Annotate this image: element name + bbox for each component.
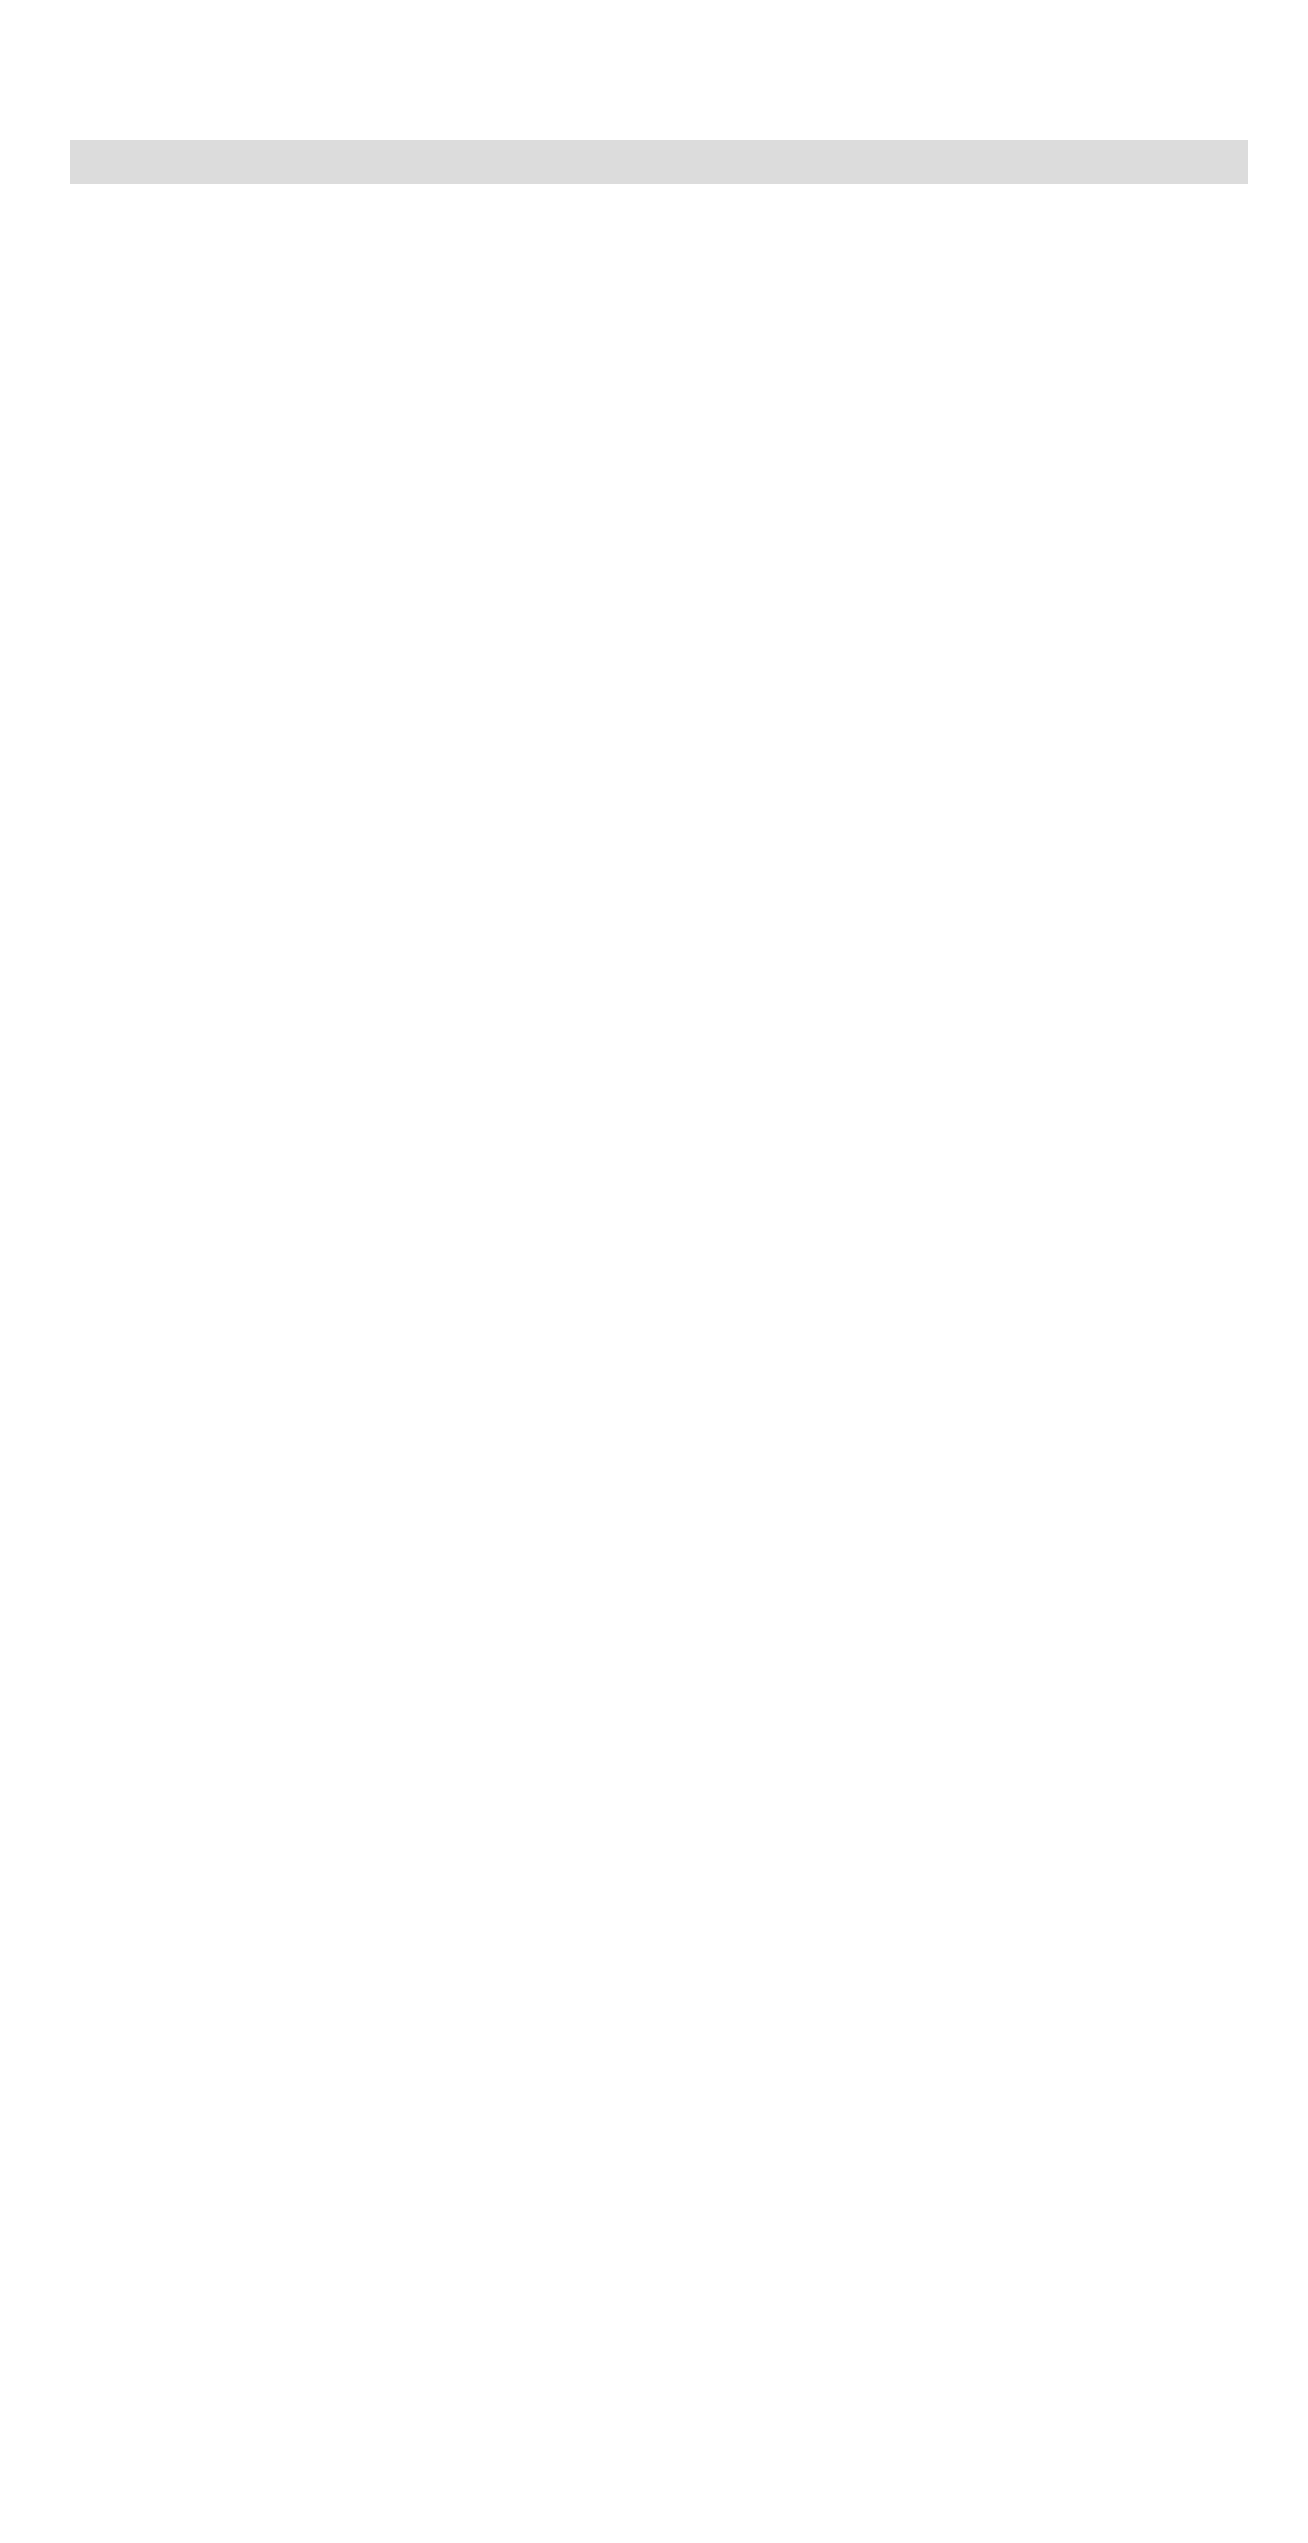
unit-banner xyxy=(70,140,1248,184)
